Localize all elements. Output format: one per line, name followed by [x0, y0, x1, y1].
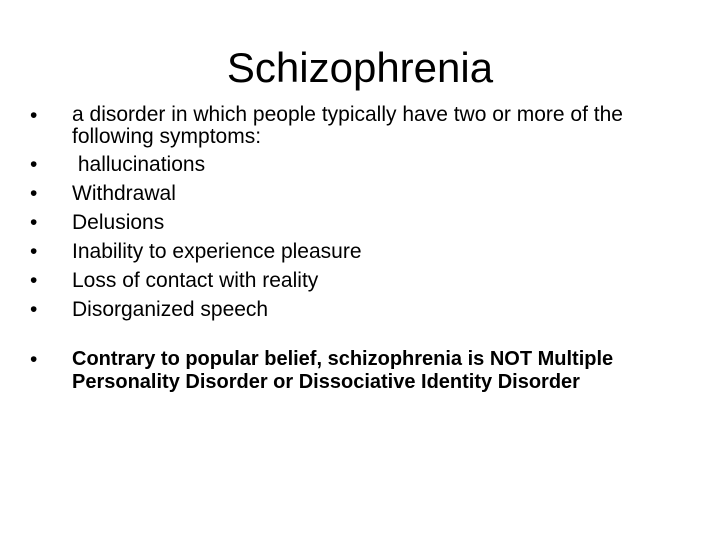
bullet-text: Disorganized speech	[72, 298, 269, 321]
bullet-icon: •	[30, 240, 38, 263]
bullet-text: hallucinations	[72, 153, 206, 176]
note-item	[0, 348, 700, 394]
bullet-text: Delusions	[72, 211, 165, 234]
bullet-text: Inability to experience pleasure	[72, 240, 362, 263]
bullet-icon: •	[30, 269, 38, 292]
bullet-icon: •	[30, 104, 38, 127]
bullet-icon: •	[30, 153, 38, 176]
list-item	[0, 211, 700, 235]
list-item	[0, 269, 700, 293]
list-item	[0, 240, 700, 264]
bullet-icon: •	[30, 182, 38, 205]
bullet-icon: •	[30, 298, 38, 321]
list-item	[0, 182, 700, 206]
bullet-text: Loss of contact with reality	[72, 269, 319, 292]
bullet-icon: •	[30, 348, 38, 371]
list-item	[0, 104, 700, 148]
bullet-list	[0, 104, 700, 399]
bullet-text: a disorder in which people typically have two or more of the following symptoms:	[72, 103, 623, 148]
bullet-text: Withdrawal	[72, 182, 176, 205]
list-item	[0, 153, 700, 177]
slide-title: Schizophrenia	[226, 44, 494, 91]
list-item	[0, 298, 700, 322]
note-text: Contrary to popular belief, schizophrenia is NOT Multiple Personality Disorder or Dissociative Identity Disorder	[72, 348, 614, 393]
bullet-icon: •	[30, 211, 38, 234]
